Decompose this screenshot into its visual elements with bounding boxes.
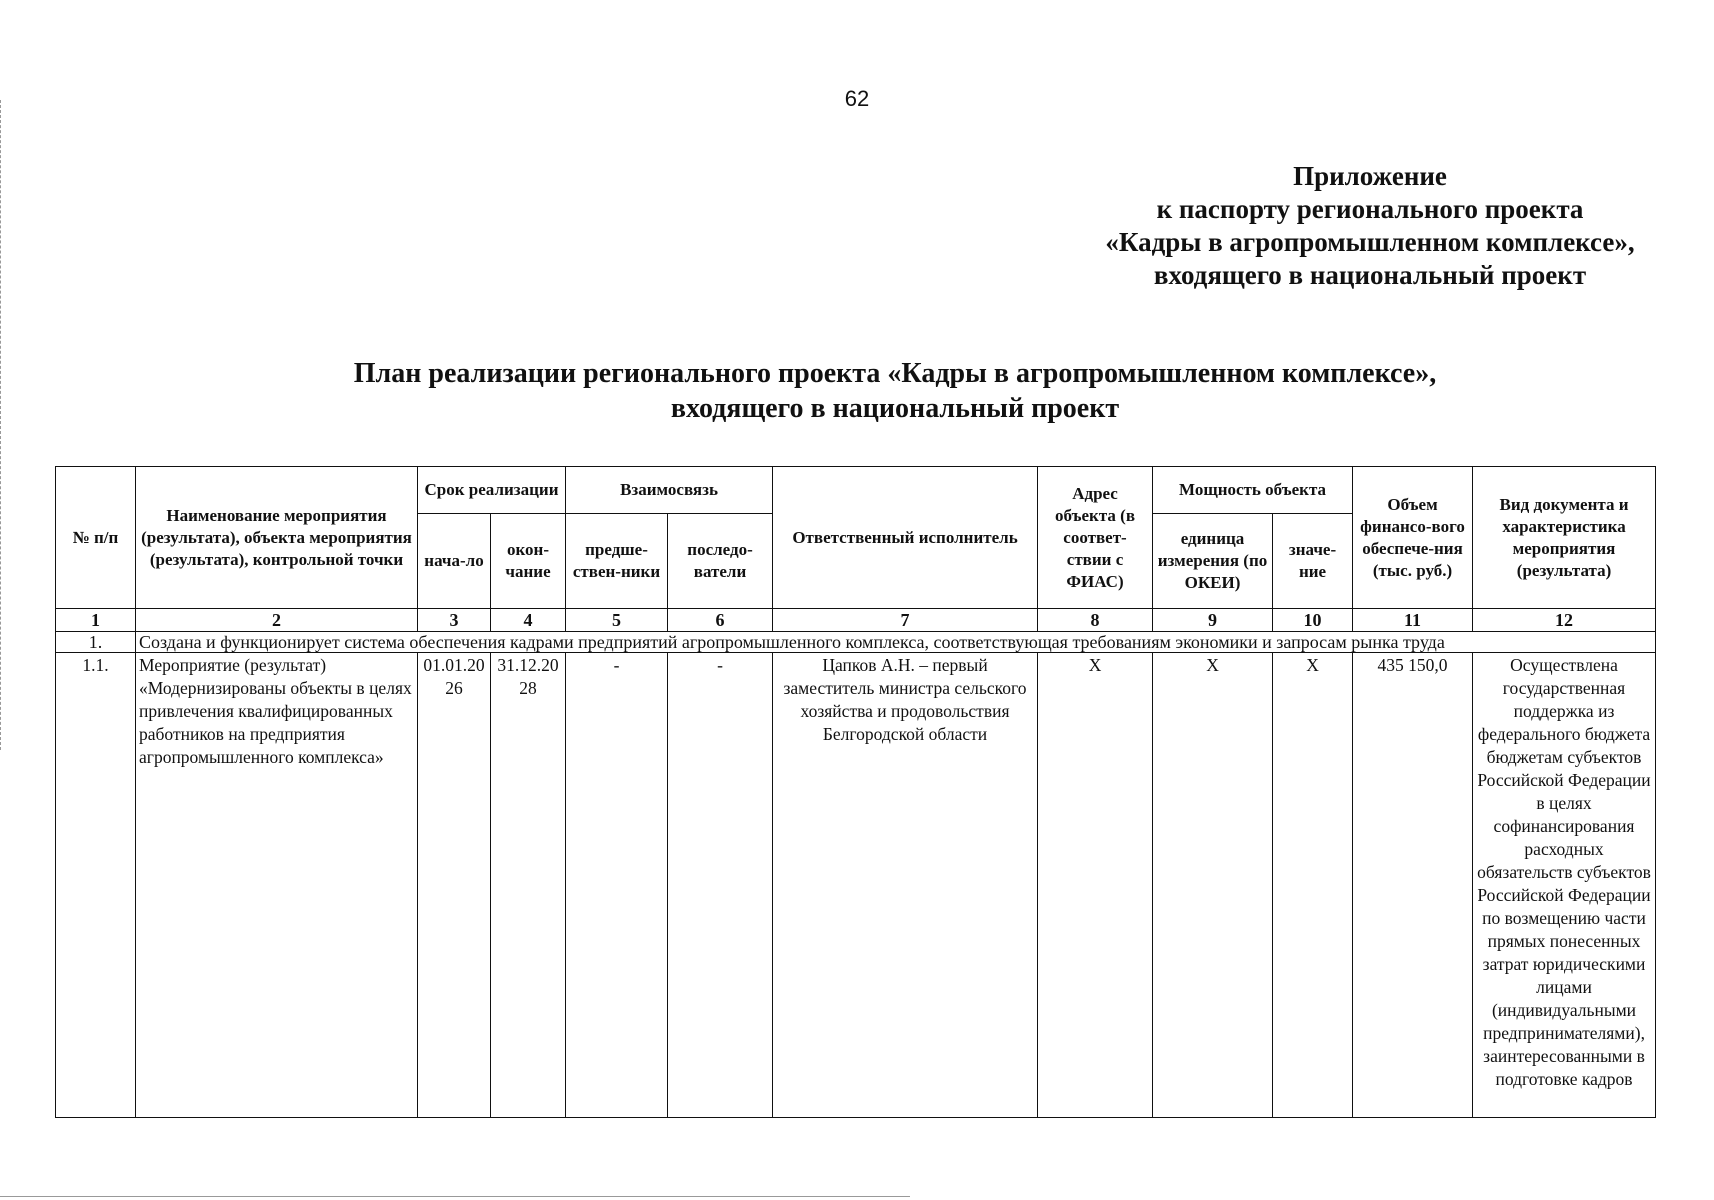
header-link: Взаимосвязь	[566, 467, 773, 514]
header-capacity-value: значе-ние	[1273, 514, 1353, 609]
header-term-start: нача-ло	[418, 514, 491, 609]
column-number: 6	[668, 609, 773, 632]
column-number: 8	[1038, 609, 1153, 632]
column-number: 12	[1473, 609, 1656, 632]
row-responsible: Цапков А.Н. – первый заместитель министра сельского хозяйства и продовольствия Белгородской области	[773, 653, 1038, 1118]
header-capacity-unit: единица измерения (по ОКЕИ)	[1153, 514, 1273, 609]
appendix-line-1: Приложение	[1293, 161, 1447, 191]
plan-title	[0, 356, 1714, 426]
row-name: Мероприятие (результат) «Модернизированы объекты в целях привлечения квалифицированных работников на предприятия агропромышленного комплекса»	[136, 653, 418, 1118]
header-finance: Объем финансо-вого обеспече-ния (тыс. руб.)	[1353, 467, 1473, 609]
header-term-end: окон-чание	[491, 514, 566, 609]
header-capacity: Мощность объекта	[1153, 467, 1353, 514]
scan-edge-bottom	[0, 1196, 910, 1197]
table-row	[56, 653, 1656, 1118]
row-successors: -	[668, 653, 773, 1118]
row-num: 1.1.	[56, 653, 136, 1118]
appendix-line-2: к паспорту регионального проекта	[1156, 194, 1584, 224]
column-number: 7	[773, 609, 1038, 632]
column-number: 10	[1273, 609, 1353, 632]
column-number: 3	[418, 609, 491, 632]
row-end-date: 31.12.2028	[491, 653, 566, 1118]
header-doc: Вид документа и характеристика мероприятия (результата)	[1473, 467, 1656, 609]
appendix-line-4: входящего в национальный проект	[1153, 260, 1587, 290]
header-link-predecessors: предше-ствен-ники	[566, 514, 668, 609]
row-start-date: 01.01.2026	[418, 653, 491, 1118]
group-row	[56, 632, 1656, 653]
appendix-line-3: «Кадры в агропромышленном комплексе»,	[1105, 227, 1635, 257]
column-number: 1	[56, 609, 136, 632]
header-name: Наименование мероприятия (результата), объекта мероприятия (результата), контрольной точки	[136, 467, 418, 609]
column-number: 9	[1153, 609, 1273, 632]
column-number: 2	[136, 609, 418, 632]
group-num: 1.	[56, 632, 136, 653]
plan-title-line-2: входящего в национальный проект	[670, 393, 1120, 424]
row-unit: Х	[1153, 653, 1273, 1118]
header-link-successors: последо-ватели	[668, 514, 773, 609]
row-finance: 435 150,0	[1353, 653, 1473, 1118]
column-number: 4	[491, 609, 566, 632]
group-text: Создана и функционирует система обеспечения кадрами предприятий агропромышленного комплекса, соответствующая требованиям экономики и запросам рынка труда	[136, 632, 1656, 653]
header-num: № п/п	[56, 467, 136, 609]
row-predecessors: -	[566, 653, 668, 1118]
header-term: Срок реализации	[418, 467, 566, 514]
header-address: Адрес объекта (в соответ-ствии с ФИАС)	[1038, 467, 1153, 609]
column-number: 11	[1353, 609, 1473, 632]
header-responsible: Ответственный исполнитель	[773, 467, 1038, 609]
row-address: Х	[1038, 653, 1153, 1118]
column-number: 5	[566, 609, 668, 632]
appendix-header	[1060, 160, 1680, 292]
plan-table	[55, 466, 1656, 1118]
plan-title-line-1: План реализации регионального проекта «Кадры в агропромышленном комплексе»,	[353, 358, 1437, 389]
row-doc: Осуществлена государственная поддержка из федерального бюджета бюджетам субъектов Российской Федерации в целях софинансирования расходных обязательств субъектов Российской Федерации по возмещению части прямых понесенных затрат юридическими лицами (индивидуальными предпринимателями), заинтересованными в подготовке кадров	[1473, 653, 1656, 1118]
page-number: 62	[844, 86, 870, 111]
row-value: Х	[1273, 653, 1353, 1118]
